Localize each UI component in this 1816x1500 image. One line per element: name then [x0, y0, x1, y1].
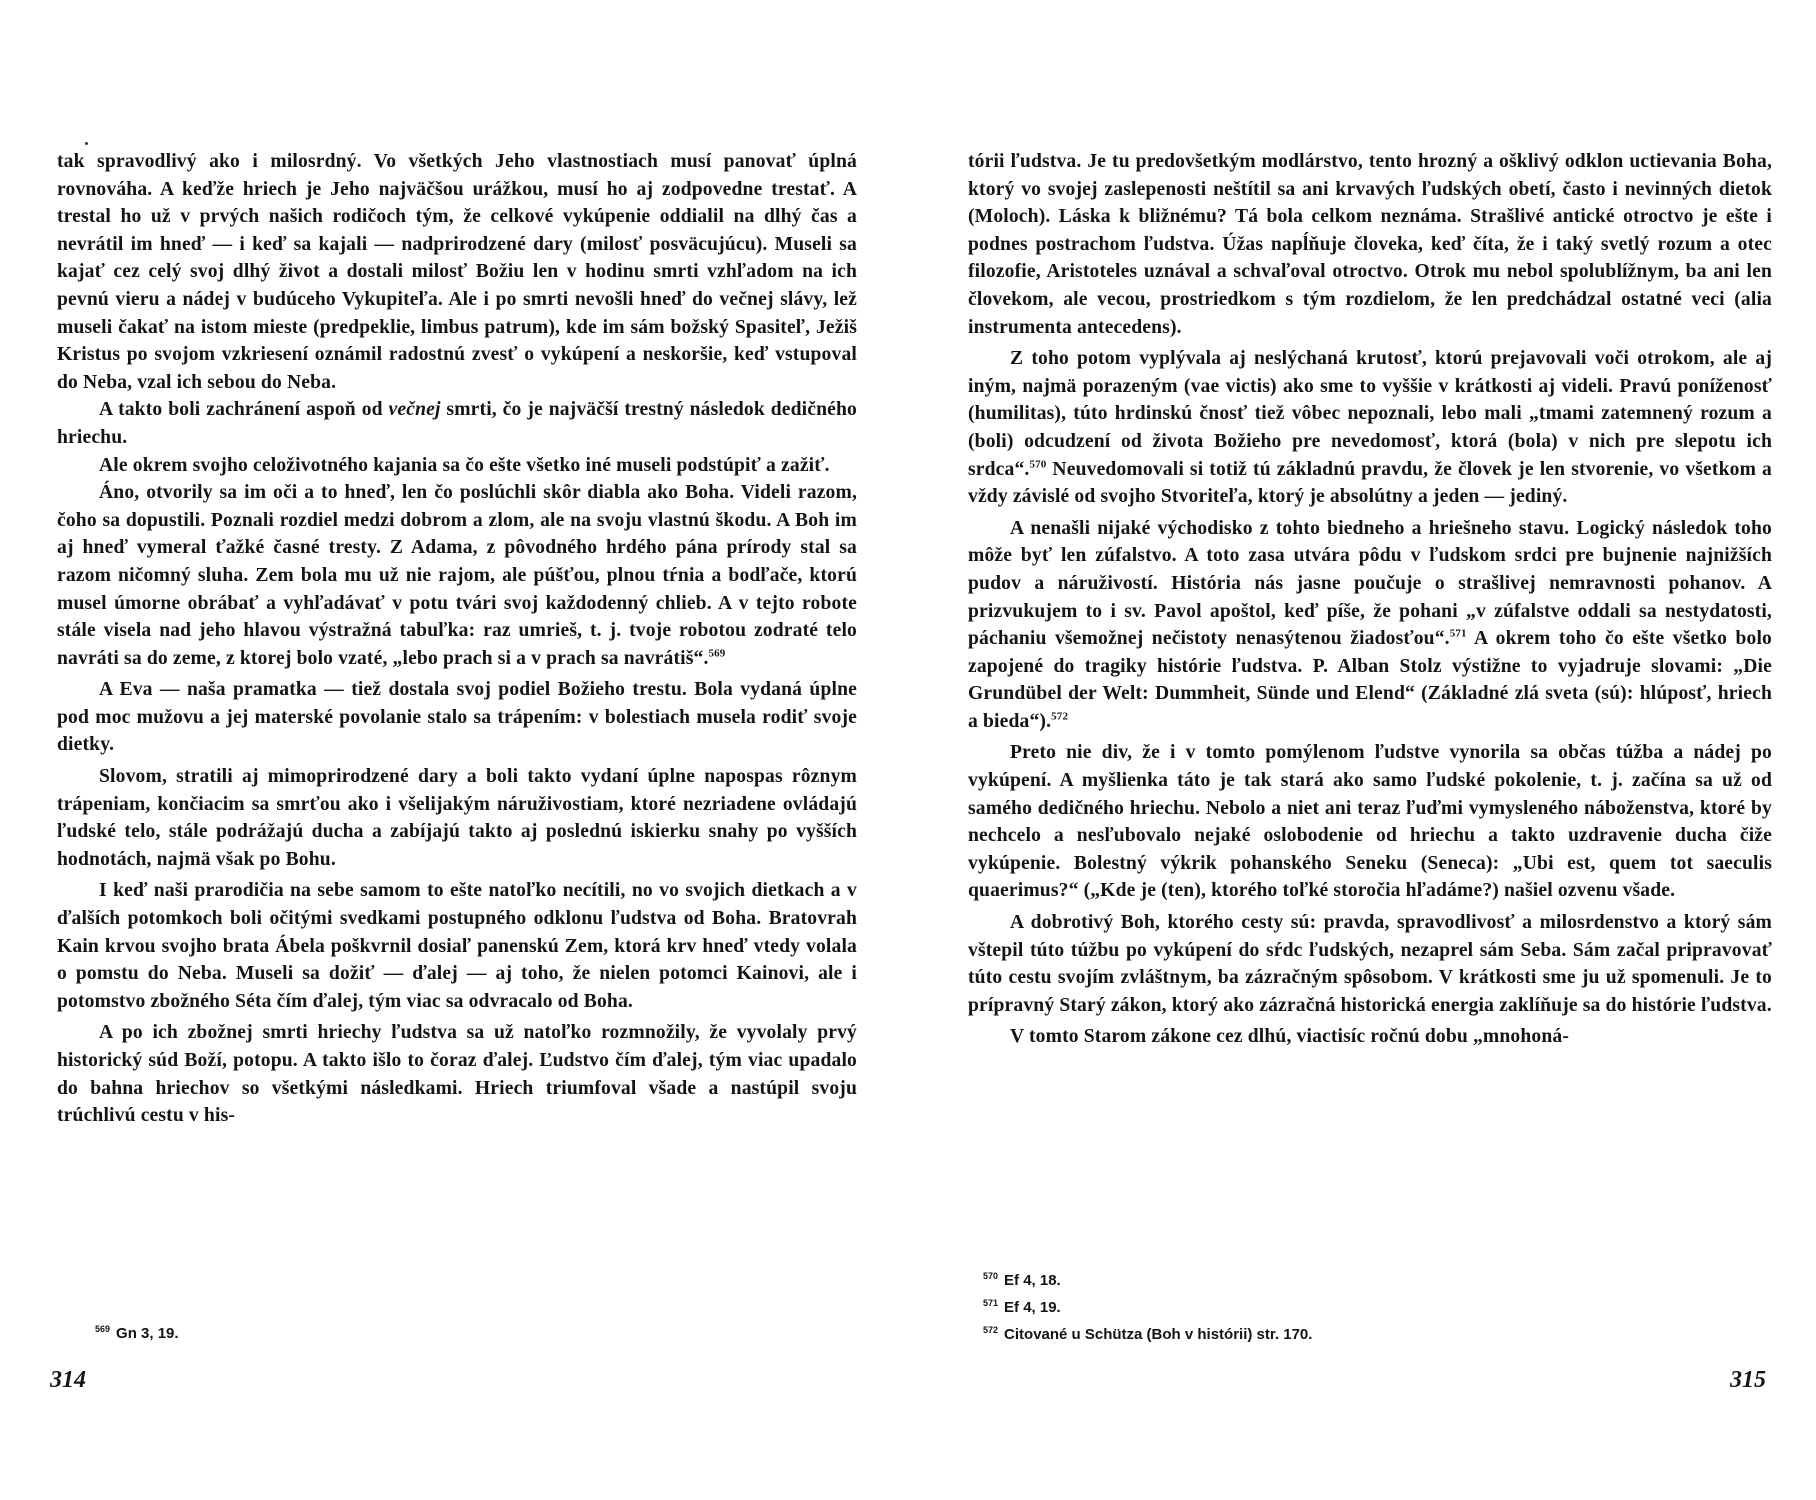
- paragraph: A Eva — naša pramatka — tiež dostala svoj podiel Božieho trestu. Bola vydaná úplne pod moc mužovu a jej materské povolanie stalo sa trápením: v bolestiach musela rodiť svoje dietky.: [57, 679, 857, 756]
- left-footnotes: [95, 1318, 179, 1345]
- right-body-text: [968, 148, 1772, 1051]
- footnote-text: Ef 4, 18.: [1004, 1272, 1061, 1289]
- footnote: [983, 1265, 1312, 1292]
- paragraph: Preto nie div, že i v tomto pomýlenom ľudstve vynorila sa občas túžba a nádej po vykúpení. A myšlienka táto je tak stará ako samo ľudské pokolenie, t. j. začína sa už od samého dedičného hriechu. Nebolo a niet ani teraz ľuďmi vymysleného náboženstva, ktoré by nechcelo a nesľubovalo nejaké oslobodenie od hriechu a takto uzdravenie ducha čiže vykúpenie. Bolestný výkrik pohanského Seneku (Seneca): „Ubi est, quem tot saeculis quaerimus?“ („Kde je (ten), ktorého toľké storočia hľadáme?) našiel ozvenu všade.: [968, 742, 1772, 902]
- footnote-reference: 569: [708, 647, 726, 660]
- footnote: [95, 1318, 179, 1345]
- footnote-reference: 572: [1051, 710, 1069, 723]
- paragraph: A po ich zbožnej smrti hriechy ľudstva sa už natoľko rozmnožily, že vyvolaly prvý historický súd Boží, potopu. A takto išlo to čoraz ďalej. Ľudstvo čím ďalej, tým viac upadalo do bahna hriechov so všetkými následkami. Hriech triumfoval všade a nastúpil svoju trúchlivú cestu v his-: [57, 1022, 857, 1127]
- left-body-text: [57, 148, 857, 1130]
- footnote: [983, 1319, 1312, 1346]
- text-run: Neuvedomovali si totiž tú základnú pravdu, že človek je len stvorenie, vo všetkom a vždy závislé od svojho Stvoriteľa, ktorý je absolútny a jeden — jediný.: [968, 458, 1772, 508]
- text-run: A okrem toho čo ešte všetko bolo zapojené do tragiky histórie ľudstva. P. Alban Stolz výstižne to vyjadruje slovami: „Die Grundübel der Welt: Dummheit, Sünde und Elend“ (Základné zlá sveta (sú): hlúposť, hriech a bieda“).: [968, 628, 1773, 732]
- footnote-number: 572: [983, 1325, 999, 1335]
- paragraph: tórii ľudstva. Je tu predovšetkým modlárstvo, tento hrozný a ošklivý odklon uctievania Boha, ktorý vo svojej zaslepenosti neštítil sa ani krvavých ľudských obetí, často i nevinných dietok (Moloch). Láska k bližnému? Tá bola celkom neznáma. Strašlivé antické otroctvo je ešte i podnes postrachom ľudstva. Úžas napĺňuje človeka, keď číta, že i taký svetlý rozum a otec filozofie, Aristoteles uznával a schvaľoval otroctvo. Otrok mu nebol spolublížnym, ba ani len človekom, ale vecou, prostriedkom s tým rozdielom, že len predchádzal ostatné veci (alia instrumenta antecedens).: [968, 151, 1772, 338]
- footnote-reference: 571: [1449, 627, 1467, 640]
- footnote: [983, 1292, 1312, 1319]
- footnote-text: Ef 4, 19.: [1004, 1299, 1061, 1316]
- paragraph: [968, 515, 1772, 736]
- footnote-reference: 570: [1029, 458, 1047, 470]
- footnote-text: Citované u Schütza (Boh v histórii) str. 170.: [1004, 1326, 1313, 1343]
- footnote-text: Gn 3, 19.: [116, 1325, 179, 1342]
- print-speck: [85, 142, 88, 145]
- paragraph: [57, 479, 857, 672]
- right-page: [908, 0, 1816, 1500]
- page-number: 315: [1730, 1367, 1766, 1393]
- page-number: 314: [50, 1367, 86, 1393]
- paragraph: V tomto Starom zákone cez dlhú, viactisíc ročnú dobu „mnohoná-: [1010, 1026, 1570, 1048]
- right-footnotes: [983, 1265, 1312, 1346]
- paragraph: A dobrotivý Boh, ktorého cesty sú: pravda, spravodlivosť a milosrdenstvo a ktorý sám vštepil túto túžbu po vykúpení do sŕdc ľudských, nezaprel sám Seba. Sám začal pripravovať túto cestu svojím zvláštnym, ba zázračným spôsobom. V krátkosti sme ju už spomenuli. Je to prípravný Starý zákon, ktorý ako zázračná historická energia zaklíňuje sa do histórie ľudstva.: [968, 912, 1772, 1016]
- text-run: Áno, otvorily sa im oči a to hneď, len čo poslúchli skôr diabla ako Boha. Videli razom, čoho sa dopustili. Poznali rozdiel medzi dobrom a zlom, ale na svoju vlastnú škodu. A Boh im aj hneď vymeral ťažké časné tresty. Z Adama, z pôvodného hrdého pána prírody stal sa razom ničomný sluha. Zem bola mu už nie rajom, ale púšťou, plnou tŕnia a bodľače, ktorú musel úmorne obrábať a vyhľadávať v potu tvári svoj každodenný chlieb. A v tejto robote stále visela nad jeho hlavou výstražná tabuľka: raz umrieš, t. j. tvoje robotou zodraté telo navráti sa do zeme, z ktorej bolo vzaté, „lebo prach si a v prach sa navrátiš“.: [57, 482, 857, 669]
- paragraph: I keď naši prarodičia na sebe samom to ešte natoľko necítili, no vo svojich dietkach a v ďalších potomkoch boli očitými svedkami postupného odklonu ľudstva od Boha. Bratovrah Kain krvou svojho brata Ábela poškvrnil dosiaľ panenskú Zem, ktorá krv hneď vtedy volala o pomstu do Neba. Museli sa dožiť — ďalej — aj toho, že nielen potomci Kainovi, ale i potomstvo zbožného Séta čím ďalej, tým viac sa odvracalo od Boha.: [57, 880, 857, 1012]
- paragraph: Ale okrem svojho celoživotného kajania sa čo ešte všetko iné museli podstúpiť a zažiť.: [99, 454, 830, 476]
- paragraph: [968, 345, 1772, 511]
- paragraph: Slovom, stratili aj mimoprirodzené dary a boli takto vydaní úplne napospas rôznym trápeniam, končiacim sa smrťou ako i všelijakým náruživostiam, ktoré nezriadene ovládajú ľudské telo, stále podrážajú ducha a zabíjajú takto aj poslednú iskierku snahy po vyšších hodnotách, najmä však po Bohu.: [57, 766, 857, 870]
- text-run: A nenašli nijaké východisko z tohto biedneho a hriešneho stavu. Logický následok toho môže byť len zúfalstvo. A toto zasa utvára pôdu v ľudskom srdci pre bujnenie najnižších pudov a náruživostí. História nás jasne poučuje o strašlivej nemravnosti pohanov. A prizvukujem to i sv. Pavol apoštol, keď píše, že pohani „v zúfalstve oddali sa nestydatosti, páchaniu všemožnej nečistoty nenasýtenou žiadosťou“.: [968, 517, 1772, 650]
- footnote-number: 571: [983, 1298, 999, 1308]
- text-run: smrti, čo je najväčší trestný následok dedičného hriechu.: [57, 399, 857, 448]
- footnote-number: 569: [95, 1324, 111, 1334]
- paragraph: [57, 396, 857, 451]
- paragraph: tak spravodlivý ako i milosrdný. Vo všetkých Jeho vlastnostiach musí panovať úplná rovnováha. A keďže hriech je Jeho najväčšou urážkou, musí ho aj zodpovedne trestať. A trestal ho už v prvých našich rodičoch tým, že celkové vykúpenie oddialil na dlhý čas a nevrátil im hneď — i keď sa kajali — nadprirodzené dary (milosť posväcujúcu). Museli sa kajať cez celý svoj dlhý život a dostali milosť Božiu len v hodinu smrti vzhľadom na ich pevnú vieru a nádej v budúceho Vykupiteľa. Ale i po smrti nevošli hneď do večnej slávy, lež museli čakať na istom mieste (predpeklie, limbus patrum), kde im sám božský Spasiteľ, Ježiš Kristus po svojom vzkriesení oznámil radostnú zvesť o vykúpení a neskoršie, keď vstupoval do Neba, vzal ich sebou do Neba.: [57, 151, 857, 393]
- footnote-number: 570: [983, 1271, 999, 1281]
- emphasized-word: večnej: [388, 399, 441, 421]
- text-run: A takto boli zachránení aspoň od: [99, 399, 389, 421]
- text-run: Z toho potom vyplývala aj neslýchaná krutosť, ktorú prejavovali voči otrokom, ale aj iným, najmä porazeným (vae victis) ako sme to vyššie v krátkosti aj videli. Pravú poníženosť (humilitas), túto hrdinskú čnosť tiež vôbec nepoznali, lebo mali „tmami zatemnený rozum a (boli) odcudzení od života Božieho pre nevedomosť, ktorá (bola) v nich pre slepotu ich srdca“.: [968, 348, 1772, 480]
